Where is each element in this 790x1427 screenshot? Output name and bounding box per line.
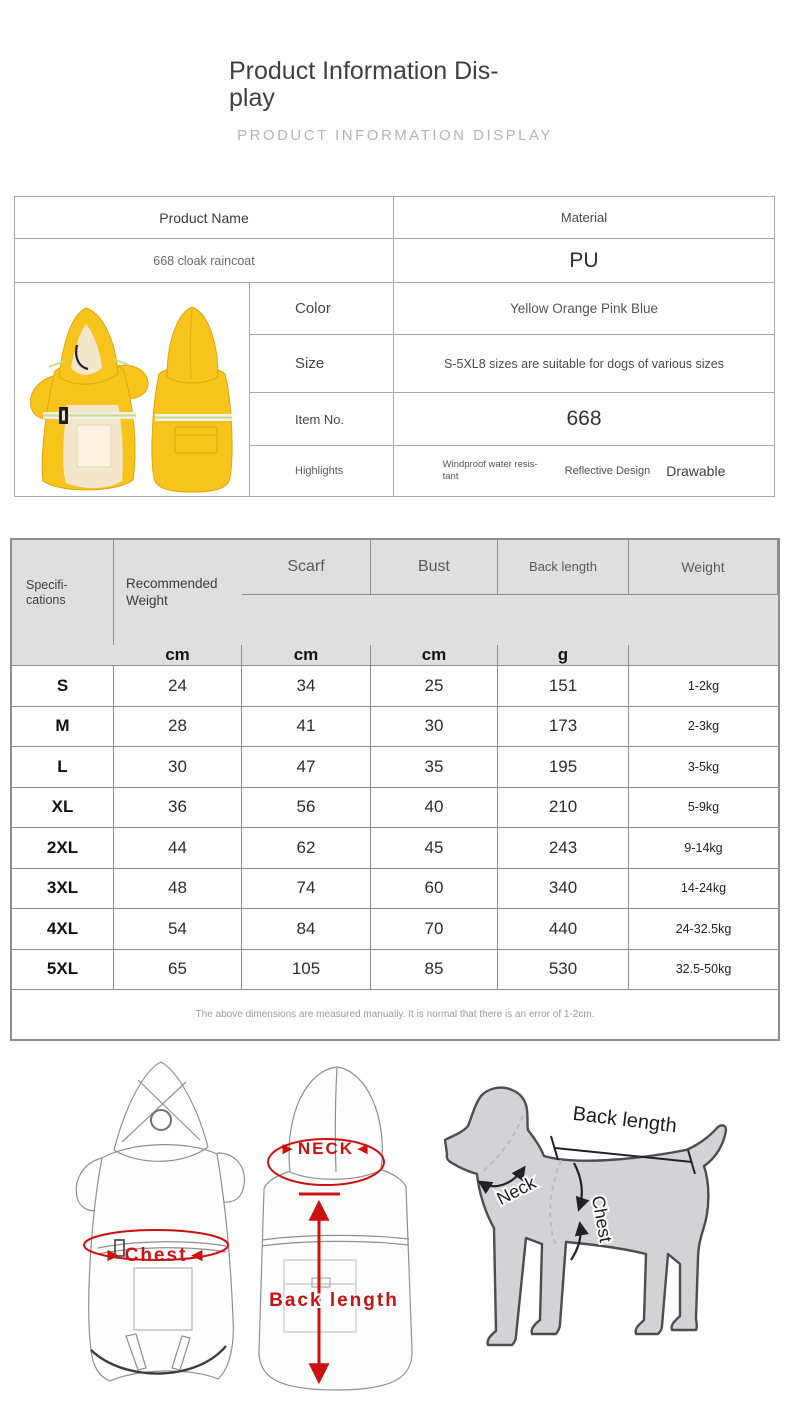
size-label: Size [250, 335, 394, 393]
material-value: PU [394, 239, 774, 283]
size-chart-row [12, 868, 778, 909]
raincoat-back-photo [152, 307, 232, 492]
chest-measure-label: ►Chest◄ [103, 1245, 209, 1266]
scarf-cell: 36 [114, 787, 242, 828]
back-length-cell: 25 [371, 665, 498, 706]
color-value: Yellow Orange Pink Blue [394, 283, 774, 335]
weight-cell: 173 [498, 706, 629, 747]
info-header-row [15, 197, 774, 239]
size-chart-row [12, 746, 778, 787]
size-chart-row [12, 665, 778, 706]
recommended-weight-cell: 32.5-50kg [629, 949, 778, 990]
size-chart-row [12, 706, 778, 747]
size-chart-row [12, 787, 778, 828]
weight-cell: 151 [498, 665, 629, 706]
dog-neck-label: Neck [493, 1172, 540, 1209]
header [0, 58, 790, 144]
recommended-weight-cell: 9-14kg [629, 827, 778, 868]
recommended-weight-cell: 3-5kg [629, 746, 778, 787]
size-cell: 5XL [12, 949, 114, 990]
page-title-line2: play [229, 84, 275, 112]
size-cell: 2XL [12, 827, 114, 868]
bust-header: Bust [371, 540, 498, 595]
scarf-cell: 24 [114, 665, 242, 706]
highlights-value [394, 446, 774, 496]
bust-unit: cm [242, 645, 371, 665]
size-chart-row [12, 908, 778, 949]
back-length-cell: 35 [371, 746, 498, 787]
color-label: Color [250, 283, 394, 335]
size-cell: M [12, 706, 114, 747]
back-length-cell: 45 [371, 827, 498, 868]
scarf-header: Scarf [242, 540, 371, 595]
material-header: Material [394, 197, 774, 239]
bust-cell: 56 [242, 787, 371, 828]
size-chart-body [12, 665, 778, 989]
bust-cell: 84 [242, 908, 371, 949]
product-detail-panel [15, 283, 774, 496]
recommended-weight-cell: 14-24kg [629, 868, 778, 909]
weight-cell: 440 [498, 908, 629, 949]
highlight-drawable: Drawable [666, 463, 726, 479]
info-value-row [15, 239, 774, 283]
size-cell: L [12, 746, 114, 787]
weight-cell: 340 [498, 868, 629, 909]
recommended-weight-cell: 2-3kg [629, 706, 778, 747]
specifications-header: Specifi-cations [12, 540, 114, 645]
bust-cell: 47 [242, 746, 371, 787]
page-title [229, 58, 561, 112]
raincoat-photos-illustration [19, 287, 245, 493]
product-name-header: Product Name [15, 197, 394, 239]
size-cell: S [12, 665, 114, 706]
bust-cell: 41 [242, 706, 371, 747]
item-no-label: Item No. [250, 393, 394, 446]
scarf-cell: 30 [114, 746, 242, 787]
scarf-cell: 44 [114, 827, 242, 868]
size-cell: 4XL [12, 908, 114, 949]
size-chart-row [12, 949, 778, 990]
raincoat-front-sketch [68, 1050, 260, 1398]
size-value: S-5XL8 sizes are suitable for dogs of various sizes [394, 335, 774, 393]
raincoat-front-photo [31, 308, 149, 490]
size-chart-row [12, 827, 778, 868]
neck-measure-label: ►NECK◄ [279, 1139, 373, 1158]
product-info-table [14, 196, 775, 497]
highlight-windproof: Windproof water resis-tant [442, 459, 538, 482]
scarf-cell: 65 [114, 949, 242, 990]
back-length-unit: cm [371, 645, 498, 665]
weight-cell: 530 [498, 949, 629, 990]
size-chart-table [10, 538, 780, 1041]
size-chart-header [12, 540, 778, 665]
page-subtitle: PRODUCT INFORMATION DISPLAY [237, 127, 553, 144]
recommended-weight-header: Recommended Weight [126, 576, 218, 608]
back-length-measure-label: Back length [269, 1290, 399, 1311]
highlight-reflective: Reflective Design [564, 465, 651, 477]
size-cell: XL [12, 787, 114, 828]
page-title-line1: Product Information Dis- [229, 57, 499, 85]
scarf-unit: cm [114, 645, 242, 665]
scarf-cell: 48 [114, 868, 242, 909]
bust-cell: 62 [242, 827, 371, 868]
weight-cell: 210 [498, 787, 629, 828]
weight-cell: 195 [498, 746, 629, 787]
recommended-weight-cell: 24-32.5kg [629, 908, 778, 949]
raincoat-back-sketch [246, 1054, 428, 1410]
back-length-header: Back length [498, 540, 629, 595]
product-photos [15, 283, 250, 496]
scarf-cell: 28 [114, 706, 242, 747]
highlights-label: Highlights [250, 446, 394, 496]
weight-unit: g [498, 645, 629, 665]
bust-cell: 74 [242, 868, 371, 909]
item-no-value: 668 [394, 393, 774, 446]
weight-header: Weight [629, 540, 778, 595]
scarf-cell: 54 [114, 908, 242, 949]
dog-chest-label: Chest [587, 1194, 616, 1244]
back-length-cell: 85 [371, 949, 498, 990]
measurement-diagrams [0, 1022, 790, 1427]
bust-cell: 34 [242, 665, 371, 706]
recommended-weight-cell: 1-2kg [629, 665, 778, 706]
weight-cell: 243 [498, 827, 629, 868]
back-length-cell: 60 [371, 868, 498, 909]
back-length-cell: 30 [371, 706, 498, 747]
recommended-weight-cell: 5-9kg [629, 787, 778, 828]
dog-measurement-diagram [424, 1068, 780, 1402]
back-length-cell: 40 [371, 787, 498, 828]
measurement-note: The above dimensions are measured manually. It is normal that there is an error of 1-2cm. [12, 989, 778, 1039]
bust-cell: 105 [242, 949, 371, 990]
size-cell: 3XL [12, 868, 114, 909]
dog-back-length-label: Back length [571, 1102, 678, 1138]
back-length-cell: 70 [371, 908, 498, 949]
product-name-value: 668 cloak raincoat [15, 239, 394, 283]
